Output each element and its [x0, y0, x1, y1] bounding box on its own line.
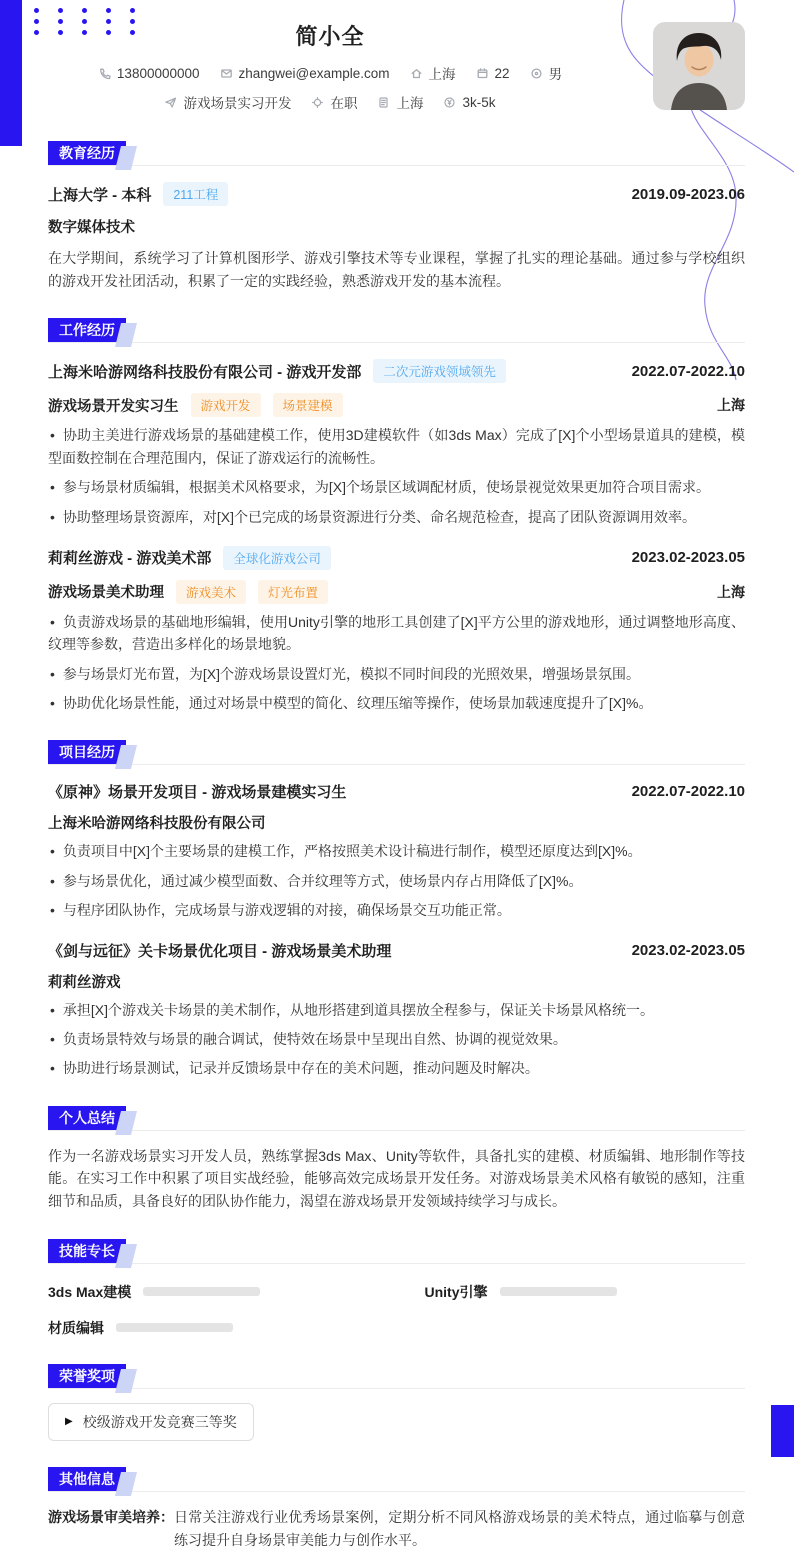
job-bullets — [48, 424, 745, 528]
section-header — [48, 1364, 745, 1389]
section-summary — [48, 1106, 745, 1213]
job-location: 上海 — [717, 583, 745, 600]
contact-location: 上海 — [410, 63, 456, 83]
skill-item — [425, 1282, 746, 1302]
bullet-item: • 协助优化场景性能，通过对场景中模型的简化、纹理压缩等操作，使场景加载速度提升了[X]%。 — [50, 695, 653, 712]
project-company-row — [48, 812, 745, 833]
contact-salary: 3k-5k — [443, 95, 495, 110]
job-bullets — [48, 611, 745, 715]
skill-bar — [116, 1323, 233, 1332]
bullet-item: • 参与场景材质编辑，根据美术风格要求，为[X]个场景区域调配材质，使场景视觉效果更加符合项目需求。 — [50, 479, 711, 496]
project-bullets — [48, 999, 745, 1080]
skills-grid — [48, 1282, 745, 1338]
age-icon — [476, 67, 489, 80]
job-date: 2022.07-2022.10 — [631, 362, 745, 380]
project-row — [48, 781, 745, 802]
skill-name: 3ds Max建模 — [48, 1283, 132, 1300]
contact-gender: 男 — [530, 63, 563, 83]
bullet-item: • 参与场景灯光布置，为[X]个游戏场景设置灯光，模拟不同时间段的光照效果，增强场景氛围。 — [50, 665, 641, 682]
bullet-item: • 协助整理场景资源库，对[X]个已完成的场景资源进行分类、命名规范检查，提高了团队资源调用效率。 — [50, 508, 697, 525]
project-entry — [48, 940, 745, 1080]
position-name: 游戏场景开发实习生 — [48, 398, 179, 415]
position-name: 游戏场景美术助理 — [48, 585, 164, 602]
other-info-text: 日常关注游戏行业优秀场景案例，定期分析不同风格游戏场景的美术特点，通过临摹与创意练习提升自身场景审美能力与创作水平。 — [174, 1508, 745, 1548]
contact-position: 游戏场景实习开发 — [164, 92, 291, 112]
job-date: 2023.02-2023.05 — [631, 549, 745, 567]
bullet-item: • 承担[X]个游戏关卡场景的美术制作，从地形搭建到道具摆放全程参与，保证关卡场景风格统一。 — [50, 1001, 655, 1018]
section-title-badge: 技能专长 — [48, 1239, 126, 1263]
resume-header — [0, 0, 794, 112]
project-row — [48, 940, 745, 961]
skill-item — [48, 1282, 369, 1302]
contact-status: 在职 — [311, 92, 357, 112]
other-info-row — [48, 1506, 745, 1552]
company-name: 莉莉丝游戏 - 游戏美术部 — [48, 550, 212, 568]
skill-name: 材质编辑 — [48, 1319, 104, 1336]
play-triangle-icon: ▶ — [65, 1415, 73, 1427]
section-header — [48, 1467, 745, 1492]
skill-name: Unity引擎 — [424, 1283, 488, 1300]
major-row — [48, 216, 745, 237]
company-name: 上海米哈游网络科技股份有限公司 - 游戏开发部 — [48, 363, 362, 381]
bullet-item: • 与程序团队协作，完成场景与游戏逻辑的对接，确保场景交互功能正常。 — [50, 902, 511, 919]
skill-bar — [143, 1287, 260, 1296]
contact-row-2 — [0, 92, 660, 112]
contact-phone: 13800000000 — [98, 66, 200, 81]
section-skills — [48, 1239, 745, 1338]
section-header — [48, 141, 745, 166]
company-row — [48, 546, 745, 570]
section-title-badge: 其他信息 — [48, 1467, 126, 1491]
bullet-item: • 协助进行场景测试，记录并反馈场景中存在的美术问题，推动问题及时解决。 — [50, 1060, 539, 1077]
bullet-item: • 负责场景特效与场景的融合调试，使特效在场景中呈现出自然、协调的视觉效果。 — [50, 1031, 567, 1048]
section-title-badge: 教育经历 — [48, 141, 126, 165]
skill-bar — [500, 1287, 617, 1296]
section-title-badge: 工作经历 — [48, 318, 126, 342]
job-location: 上海 — [717, 397, 745, 414]
company-row — [48, 359, 745, 383]
phone-icon — [98, 67, 111, 80]
bullet-item: • 负责项目中[X]个主要场景的建模工作，严格按照美术设计稿进行制作，模型还原度达到[X]%。 — [50, 843, 642, 860]
avatar-illustration — [653, 22, 745, 110]
section-title-badge: 荣誉奖项 — [48, 1364, 126, 1388]
education-description: 在大学期间，系统学习了计算机图形学、游戏引擎技术等专业课程，掌握了扎实的理论基础。通过参与学校组织的游戏开发社团活动，积累了一定的实践经验，熟悉游戏开发的基本流程。 — [48, 250, 745, 289]
position-tag: 游戏美术 — [176, 580, 246, 604]
section-education — [48, 141, 745, 292]
section-work — [48, 318, 745, 714]
contact-row-1 — [0, 63, 660, 83]
job-entry — [48, 359, 745, 528]
award-text: 校级游戏开发竞赛三等奖 — [82, 1413, 237, 1430]
position-icon — [164, 96, 177, 109]
project-name: 《原神》场景开发项目 - 游戏场景建模实习生 — [48, 784, 347, 802]
city-icon — [377, 96, 390, 109]
bullet-item: • 协助主美进行游戏场景的基础建模工作，使用3D建模软件（如3ds Max）完成了[X]个小型场景道具的建模，模型面数控制在合理范围内，保证了游戏运行的流畅性。 — [48, 427, 745, 466]
section-honors — [48, 1364, 745, 1441]
section-header — [48, 318, 745, 343]
section-title-badge: 项目经历 — [48, 740, 126, 764]
bullet-item: • 参与场景优化，通过减少模型面数、合并纹理等方式，使场景内存占用降低了[X]%。 — [50, 872, 583, 889]
project-bullets — [48, 840, 745, 921]
school-name: 上海大学 - 本科 — [48, 186, 152, 204]
major-name: 数字媒体技术 — [48, 220, 135, 236]
position-tag: 游戏开发 — [191, 393, 261, 417]
skill-item — [48, 1318, 369, 1338]
education-entry-row — [48, 182, 745, 206]
section-title-badge: 个人总结 — [48, 1106, 126, 1130]
contact-city: 上海 — [377, 92, 423, 112]
section-projects — [48, 740, 745, 1079]
other-info-label: 游戏场景审美培养： — [48, 1508, 174, 1525]
section-header — [48, 740, 745, 765]
award-chip — [48, 1403, 254, 1441]
salary-icon — [443, 96, 456, 109]
project-company-row — [48, 971, 745, 992]
resume-body — [0, 141, 794, 1552]
job-entry — [48, 546, 745, 715]
section-other — [48, 1467, 745, 1552]
project-company: 莉莉丝游戏 — [48, 974, 121, 991]
profile-photo — [653, 22, 745, 110]
gender-icon — [530, 67, 543, 80]
email-icon — [220, 67, 233, 80]
education-date: 2019.09-2023.06 — [631, 185, 745, 203]
section-header — [48, 1239, 745, 1264]
summary-text: 作为一名游戏场景实习开发人员，熟练掌握3ds Max、Unity等软件，具备扎实的建模、材质编辑、地形制作等技能。在实习工作中积累了项目实战经验，能够高效完成场景开发任务。对游戏场景美术风格有敏锐的感知，注重细节和品质，具备良好的团队协作能力，渴望在游戏场景开发领域持续学习与成长。 — [48, 1147, 745, 1210]
school-tag: 211工程 — [163, 182, 228, 206]
contact-email: zhangwei@example.com — [220, 66, 390, 81]
project-date: 2022.07-2022.10 — [631, 783, 745, 801]
home-icon — [410, 67, 423, 80]
project-company: 上海米哈游网络科技股份有限公司 — [48, 816, 266, 833]
project-name: 《剑与远征》关卡场景优化项目 - 游戏场景美术助理 — [48, 942, 392, 960]
position-tag: 灯光布置 — [258, 580, 328, 604]
contact-age: 22 — [476, 66, 510, 81]
bullet-item: • 负责游戏场景的基础地形编辑，使用Unity引擎的地形工具创建了[X]平方公里的游戏地形，通过调整地形高度、纹理等参数，营造出多样化的场景地貌。 — [48, 613, 745, 653]
section-header — [48, 1106, 745, 1131]
company-tag: 全球化游戏公司 — [223, 546, 331, 570]
position-row — [48, 393, 745, 417]
position-tag: 场景建模 — [273, 393, 343, 417]
candidate-name: 简小全 — [295, 24, 365, 49]
position-row — [48, 580, 745, 604]
company-tag: 二次元游戏领域领先 — [373, 359, 506, 383]
status-icon — [311, 96, 324, 109]
project-entry — [48, 781, 745, 921]
project-date: 2023.02-2023.05 — [631, 941, 745, 959]
